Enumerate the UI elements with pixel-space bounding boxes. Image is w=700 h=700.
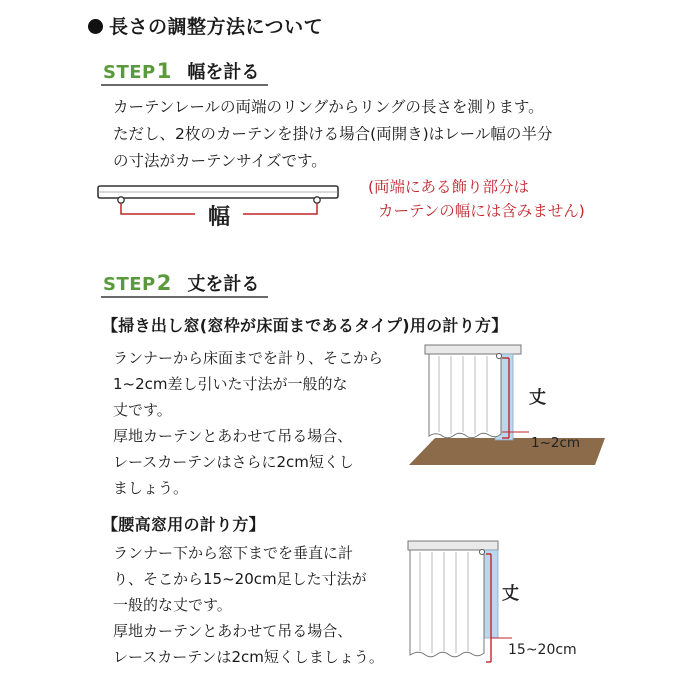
curtain-rail [425, 345, 521, 354]
note-line: (両端にある飾り部分は [368, 178, 530, 196]
waist-window-heading: 【腰高窓用の計り方】 [102, 515, 266, 534]
step1-line: ただし、2枚のカーテンを掛ける場合(両開き)はレール幅の半分 [113, 125, 553, 143]
step1-heading [103, 58, 259, 84]
page-title [88, 12, 323, 39]
waist-window-description [113, 540, 384, 670]
gap-label: 1~2cm [531, 435, 581, 451]
floor-line: 1~2cm差し引いた寸法が一般的な [113, 375, 348, 393]
lace-curtain [410, 550, 484, 657]
rail-width-label: 幅 [207, 205, 231, 230]
left-ring-icon [118, 197, 124, 203]
lace-curtain [429, 354, 501, 438]
step2-underline [101, 296, 268, 298]
floor-curtain-diagram [405, 340, 615, 470]
curtain-rail [408, 541, 498, 550]
note-line: カーテンの幅には含みません) [378, 202, 585, 220]
waist-line: り、そこから15~20cm足した寸法が [113, 570, 367, 588]
length-label: 丈 [502, 584, 519, 604]
step1-description [113, 94, 552, 175]
right-ring-icon [314, 197, 320, 203]
floor-window-description [113, 345, 383, 501]
bullet-icon [88, 19, 103, 34]
step2-label: STEP [103, 274, 156, 295]
page-title-text: 長さの調整方法について [109, 16, 324, 38]
runner-icon [480, 550, 485, 555]
step2-number: 2 [156, 271, 172, 295]
floor-line: ましょう。 [113, 479, 189, 497]
runner-icon [497, 354, 502, 359]
length-label: 丈 [529, 388, 546, 408]
floor-line: 丈です。 [113, 401, 172, 419]
step2-title: 丈を計る [187, 274, 260, 295]
waist-line: 厚地カーテンとあわせて吊る場合、 [113, 622, 353, 640]
step1-underline [101, 84, 268, 86]
waist-line: ランナー下から窓下までを垂直に計 [113, 544, 354, 562]
step1-title: 幅を計る [187, 62, 260, 83]
step1-line: の寸法がカーテンサイズです。 [113, 152, 327, 170]
floor-line: 厚地カーテンとあわせて吊る場合、 [113, 427, 353, 445]
floor-line: ランナーから床面までを計り、そこから [113, 349, 384, 367]
step1-number: 1 [156, 59, 172, 83]
waist-curtain-diagram [400, 537, 610, 667]
floor-window-heading: 【掃き出し窓(窓枠が床面まであるタイプ)用の計り方】 [102, 316, 508, 335]
step1-line: カーテンレールの両端のリングからリングの長さを測ります。 [113, 98, 544, 116]
waist-line: レースカーテンは2cm短くしましょう。 [113, 648, 384, 666]
step1-note [368, 175, 585, 223]
gap-label: 15~20cm [508, 642, 577, 658]
waist-line: 一般的な丈です。 [113, 596, 232, 614]
floor-line: レースカーテンはさらに2cm短くし [113, 453, 354, 471]
step2-heading [103, 270, 259, 296]
rail-width-diagram [95, 178, 345, 238]
step1-label: STEP [103, 62, 156, 83]
